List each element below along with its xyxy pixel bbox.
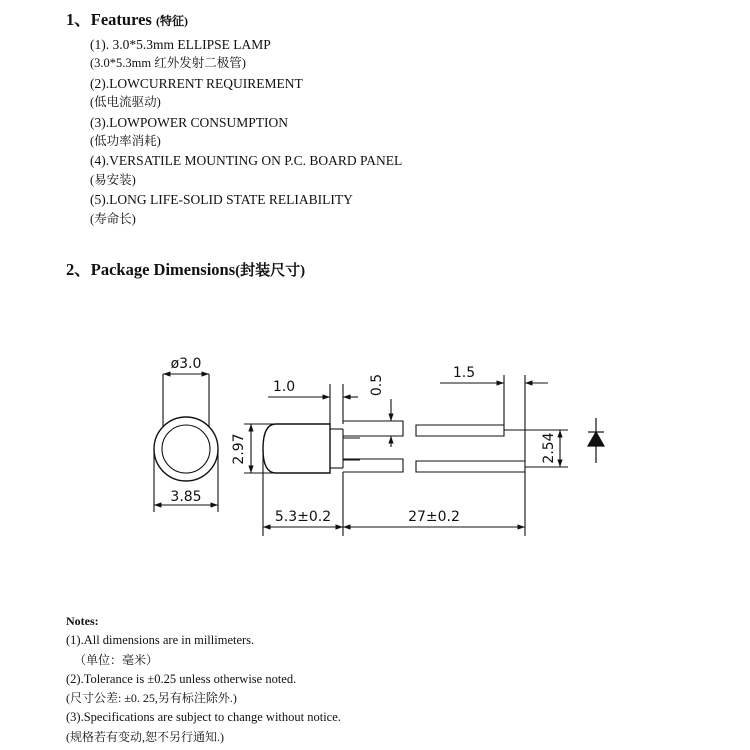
lens-inner [162, 425, 210, 473]
feature-item: (2).LOWCURRENT REQUIREMENT [90, 75, 303, 91]
label-lead-length: 27±0.2 [408, 509, 460, 525]
lead-long-bottom [416, 461, 525, 472]
note-line-cn: (规格若有变动,恕不另行通知.) [66, 729, 224, 744]
label-lens-width: 3.85 [170, 489, 202, 505]
note-line: (2).Tolerance is ±0.25 unless otherwise noted. [66, 671, 297, 686]
feature-item: (5).LONG LIFE-SOLID STATE RELIABILITY [90, 192, 353, 208]
label-lead-tip: 1.5 [452, 365, 476, 381]
label-body-length: 5.3±0.2 [274, 509, 332, 525]
package-heading-cn: (封装尺寸) [235, 263, 306, 279]
feature-item-cn: (3.0*5.3mm 红外发射二极管) [90, 56, 246, 71]
feature-item: (1). 3.0*5.3mm ELLIPSE LAMP [90, 37, 271, 52]
feature-item-cn: (低电流驱动) [90, 95, 161, 110]
label-lead-spacing: 2.54 [541, 432, 557, 464]
label-lens-diameter: ø3.0 [170, 356, 202, 372]
note-line: (3).Specifications are subject to change without notice. [66, 710, 341, 725]
feature-item-cn: (寿命长) [90, 211, 136, 226]
notes-section [66, 612, 341, 747]
feature-item: (3).LOWPOWER CONSUMPTION [90, 114, 288, 130]
note-line-cn: (尺寸公差: ±0. 25,另有标注除外.) [66, 691, 237, 706]
note-line-cn: （单位：毫米） [74, 652, 159, 667]
features-heading-text: 1、Features [66, 10, 152, 29]
note-line: (1).All dimensions are in millimeters. [66, 633, 255, 648]
body-outline [263, 424, 330, 473]
feature-item-cn: (易安装) [90, 172, 136, 187]
package-heading-text: 2、Package Dimensions [66, 260, 236, 279]
label-body-height: 2.97 [231, 433, 247, 465]
diode-symbol-icon [588, 418, 604, 463]
lens-outline [154, 417, 218, 481]
feature-item: (4).VERSATILE MOUNTING ON P.C. BOARD PANEL [90, 153, 403, 169]
lead-stub-bottom [343, 459, 403, 472]
feature-item-cn: (低功率消耗) [90, 134, 161, 149]
lead-long-top [416, 425, 504, 436]
lead-stub-top [343, 421, 403, 436]
features-heading-cn: (特征) [155, 14, 188, 28]
label-flange: 1.0 [272, 379, 296, 395]
notes-title: Notes: [66, 614, 99, 628]
label-lead-width: 0.5 [369, 373, 385, 397]
